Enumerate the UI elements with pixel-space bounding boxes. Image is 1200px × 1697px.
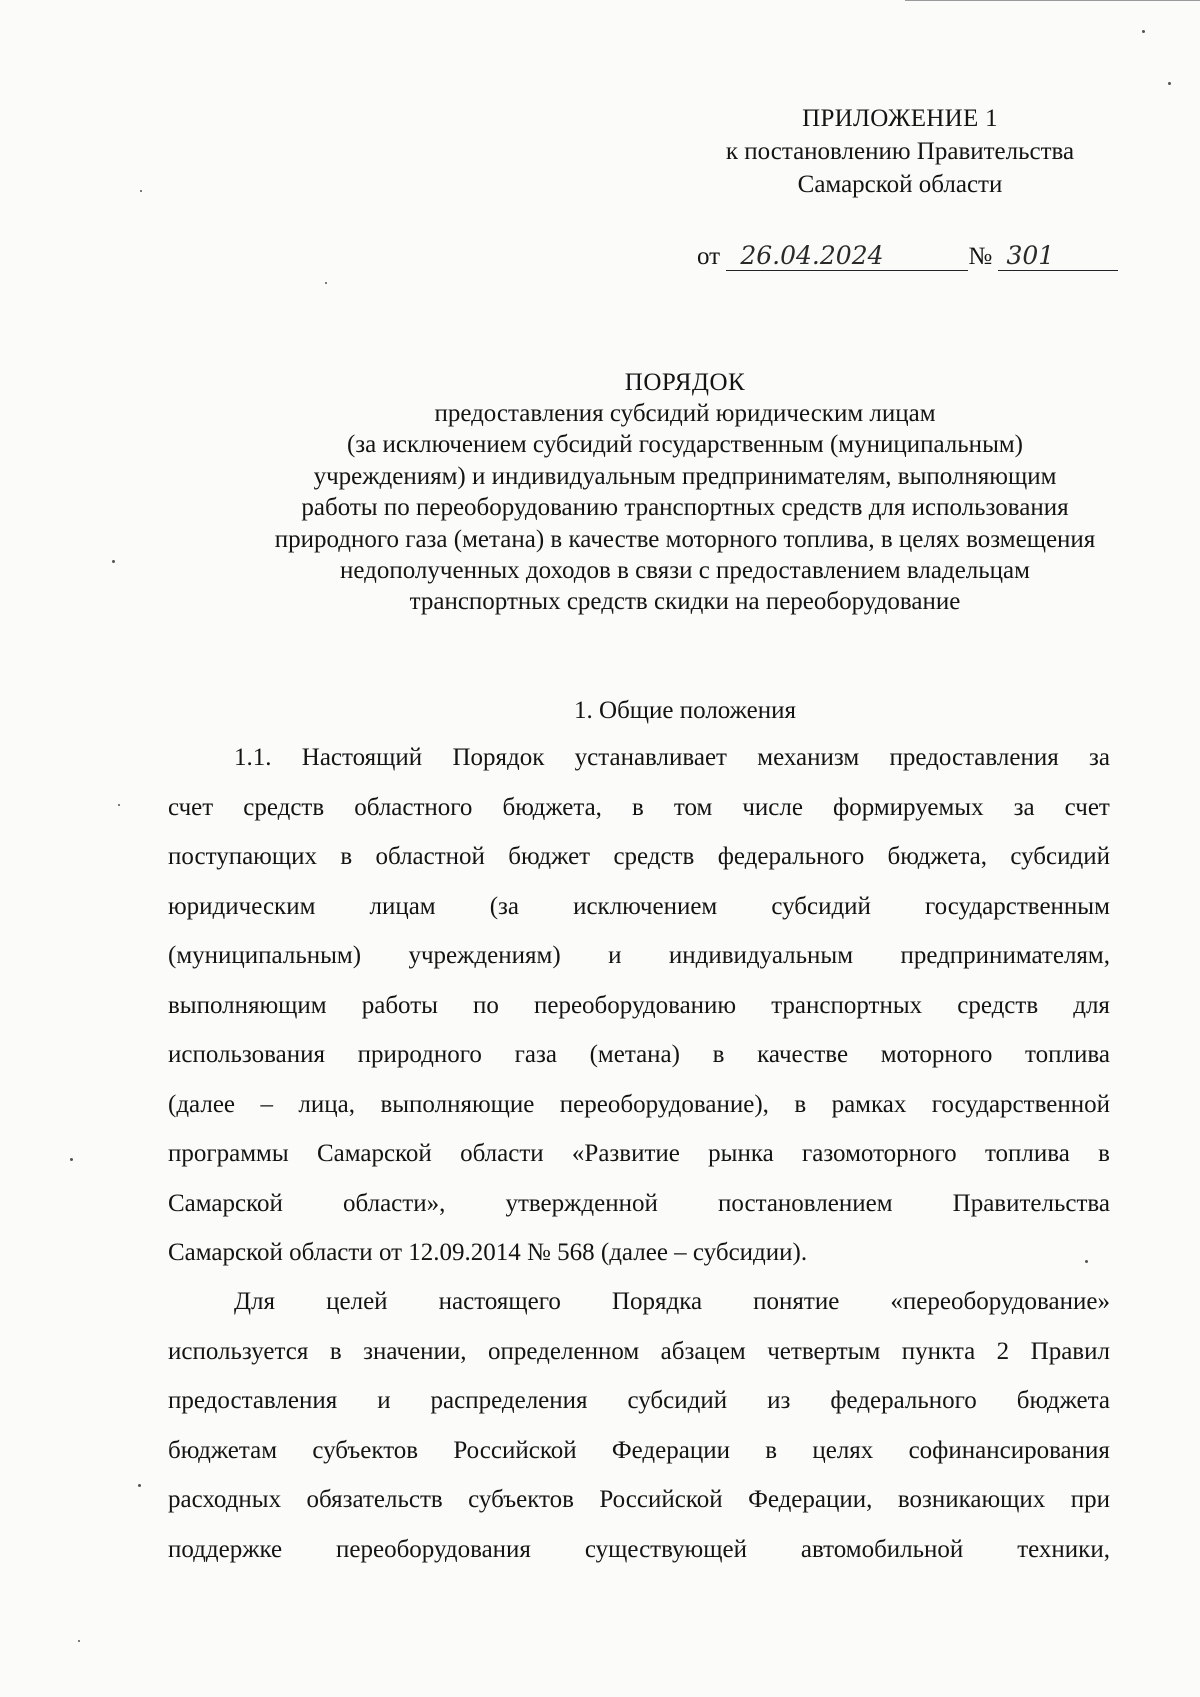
subtitle-line: недополученных доходов в связи с предоставлением владельцам xyxy=(340,557,1030,585)
appendix-header xyxy=(680,102,1120,201)
word: в xyxy=(329,1337,342,1365)
word: государственной xyxy=(931,1090,1110,1118)
word: использования xyxy=(168,1041,325,1068)
word: (метана) xyxy=(589,1041,680,1068)
word: средств xyxy=(957,991,1039,1019)
word: субсидий xyxy=(627,1387,728,1414)
word: бюджета, xyxy=(887,843,987,870)
body-line-last: Самарской области от 12.09.2014 № 568 (далее – субсидии). xyxy=(168,1239,808,1266)
word: в xyxy=(340,843,353,870)
subtitle-line: транспортных средств скидки на переоборудование xyxy=(409,588,961,616)
word: в xyxy=(631,793,644,821)
body-line xyxy=(168,1129,1110,1179)
subtitle-line: природного газа (метана) в качестве моторного топлива, в целях возмещения xyxy=(274,525,1096,553)
word: четвертым xyxy=(767,1337,881,1365)
body-line xyxy=(168,931,1110,981)
word: областной xyxy=(375,843,485,870)
word: счет xyxy=(1064,793,1110,821)
word: предоставления xyxy=(168,1387,338,1414)
word: качестве xyxy=(757,1041,849,1068)
word: (далее xyxy=(168,1090,236,1118)
document-subtitle xyxy=(160,398,1200,618)
word: автомобильной xyxy=(800,1535,964,1563)
word: счет xyxy=(168,793,214,821)
word: субсидий xyxy=(1010,843,1110,870)
body-line xyxy=(168,1277,1110,1327)
word: «переоборудование» xyxy=(890,1288,1110,1315)
body-line xyxy=(168,1426,1110,1476)
body-line xyxy=(168,882,1110,932)
word: формируемых xyxy=(833,793,984,821)
body-line xyxy=(168,783,1110,833)
word: индивидуальным xyxy=(668,942,854,969)
word: софинансирования xyxy=(908,1436,1110,1464)
word: лица, xyxy=(298,1090,355,1118)
scan-speck xyxy=(140,190,142,192)
word: понятие xyxy=(753,1288,840,1315)
word: Правительства xyxy=(952,1189,1110,1217)
word: учреждениям) xyxy=(408,942,561,969)
body-line xyxy=(168,733,1110,783)
word: предоставления xyxy=(889,744,1059,771)
word: (за xyxy=(489,892,519,920)
word: средств xyxy=(243,793,325,821)
word: в xyxy=(712,1041,725,1068)
word: выполняющие xyxy=(380,1090,535,1118)
word: федерального xyxy=(830,1387,977,1414)
subtitle-line: (за исключением субсидий государственным (муниципальным) xyxy=(346,431,1024,459)
word: расходных xyxy=(168,1486,282,1513)
word: Порядок xyxy=(452,744,545,771)
word: устанавливает xyxy=(574,744,727,771)
scan-speck xyxy=(112,560,115,563)
word: при xyxy=(1070,1486,1110,1513)
handwritten-date: 26.04.2024 xyxy=(726,242,968,271)
word: рынка xyxy=(708,1140,774,1167)
word: определенном xyxy=(488,1337,640,1365)
word: целях xyxy=(812,1436,874,1464)
word: субъектов xyxy=(468,1486,574,1513)
word: постановлением xyxy=(717,1189,893,1217)
appendix-region-line: Самарской области xyxy=(797,171,1003,198)
word: целей xyxy=(326,1288,388,1315)
word: настоящего xyxy=(438,1288,561,1315)
date-prefix: от xyxy=(697,243,721,270)
word: распределения xyxy=(430,1387,588,1414)
scan-speck xyxy=(70,1158,73,1161)
word: в xyxy=(794,1090,807,1118)
word: государственным xyxy=(925,892,1110,920)
word: механизм xyxy=(757,744,860,771)
word: области», xyxy=(343,1189,446,1217)
document-title: ПОРЯДОК xyxy=(624,369,746,396)
word: обязательств xyxy=(306,1486,443,1513)
word: 1.1. xyxy=(234,744,272,771)
word: для xyxy=(1073,991,1110,1019)
word: субъектов xyxy=(312,1436,419,1464)
word: поддержке xyxy=(168,1535,283,1563)
word: программы xyxy=(168,1140,289,1167)
word: лицам xyxy=(369,892,436,920)
word: абзацем xyxy=(660,1337,746,1365)
word: работы xyxy=(361,991,438,1019)
appendix-label: ПРИЛОЖЕНИЕ 1 xyxy=(802,105,998,132)
section-heading: 1. Общие положения xyxy=(574,697,796,724)
word: 2 xyxy=(996,1337,1010,1365)
word: переоборудования xyxy=(336,1535,531,1563)
word: газомоторного xyxy=(801,1140,957,1167)
word: в xyxy=(1098,1140,1110,1167)
word: газа xyxy=(514,1041,557,1068)
word: по xyxy=(473,991,499,1019)
word: бюджет xyxy=(508,843,591,870)
word: бюджета, xyxy=(502,793,602,821)
scan-speck xyxy=(78,1640,80,1642)
scan-speck xyxy=(138,1484,141,1487)
word: за xyxy=(1013,793,1035,821)
appendix-resolution-line: к постановлению Правительства xyxy=(725,138,1075,165)
body-line xyxy=(168,1327,1110,1377)
word: том xyxy=(673,793,713,821)
word: Федерации xyxy=(611,1436,730,1464)
word: утвержденной xyxy=(505,1189,658,1217)
number-prefix: № xyxy=(968,243,993,270)
word: Российской xyxy=(453,1436,577,1464)
word: из xyxy=(767,1387,791,1414)
word: Самарской xyxy=(316,1140,432,1167)
word: предпринимателям, xyxy=(900,942,1110,969)
word: Российской xyxy=(599,1486,723,1513)
scan-speck xyxy=(1142,30,1145,33)
word: топлива xyxy=(984,1140,1070,1167)
word: юридическим xyxy=(168,892,316,920)
word: поступающих xyxy=(168,843,317,870)
word: – xyxy=(260,1090,273,1118)
word: «Развитие xyxy=(571,1140,680,1167)
word: числе xyxy=(742,793,803,821)
body-line xyxy=(168,1080,1110,1130)
scan-speck xyxy=(118,804,120,806)
word: и xyxy=(377,1387,391,1414)
word: области xyxy=(460,1140,544,1167)
body-line xyxy=(168,1475,1110,1525)
paragraph-1-1 xyxy=(168,733,1110,1278)
word: топлива xyxy=(1025,1041,1110,1068)
word: Настоящий xyxy=(301,744,423,771)
word: средств xyxy=(613,843,695,870)
word: используется xyxy=(168,1337,309,1365)
word: исключением xyxy=(573,892,718,920)
word: Самарской xyxy=(168,1189,283,1217)
word: Для xyxy=(234,1288,276,1315)
paragraph-2 xyxy=(168,1277,1110,1574)
scan-speck xyxy=(325,282,327,284)
word: (муниципальным) xyxy=(168,942,362,969)
word: переоборудованию xyxy=(533,991,737,1019)
word: Порядка xyxy=(611,1288,703,1315)
word: субсидий xyxy=(771,892,871,920)
word: транспортных xyxy=(771,991,923,1019)
word: техники, xyxy=(1017,1535,1110,1563)
word: моторного xyxy=(880,1041,993,1068)
handwritten-number: 301 xyxy=(998,242,1118,271)
word: в xyxy=(765,1436,778,1464)
body-line xyxy=(168,981,1110,1031)
word: бюджетам xyxy=(168,1436,278,1464)
subtitle-line: предоставления субсидий юридическим лицам xyxy=(434,400,936,427)
word: выполняющим xyxy=(168,991,327,1019)
word: переоборудование), xyxy=(559,1090,769,1118)
word: бюджета xyxy=(1016,1387,1110,1414)
body-line xyxy=(168,832,1110,882)
word: пункта xyxy=(901,1337,976,1365)
body-line xyxy=(168,1179,1110,1229)
body-line xyxy=(168,1525,1110,1575)
resolution-date-number xyxy=(697,240,1118,273)
scan-speck xyxy=(1168,82,1171,85)
body-line xyxy=(168,1376,1110,1426)
word: значении, xyxy=(363,1337,467,1365)
word: возникающих xyxy=(897,1486,1046,1513)
body-line xyxy=(168,1030,1110,1080)
word: природного xyxy=(357,1041,482,1068)
word: областного xyxy=(354,793,473,821)
word: рамках xyxy=(831,1090,907,1118)
word: Правил xyxy=(1030,1337,1110,1365)
scan-edge-line xyxy=(905,0,1200,1)
word: и xyxy=(608,942,622,969)
word: за xyxy=(1088,744,1110,771)
word: существующей xyxy=(584,1535,747,1563)
subtitle-line: учреждениям) и индивидуальным предпринимателям, выполняющим xyxy=(313,462,1057,490)
word: Федерации, xyxy=(748,1486,873,1513)
word: федерального xyxy=(717,843,865,870)
subtitle-line: работы по переоборудованию транспортных средств для использования xyxy=(301,494,1069,522)
